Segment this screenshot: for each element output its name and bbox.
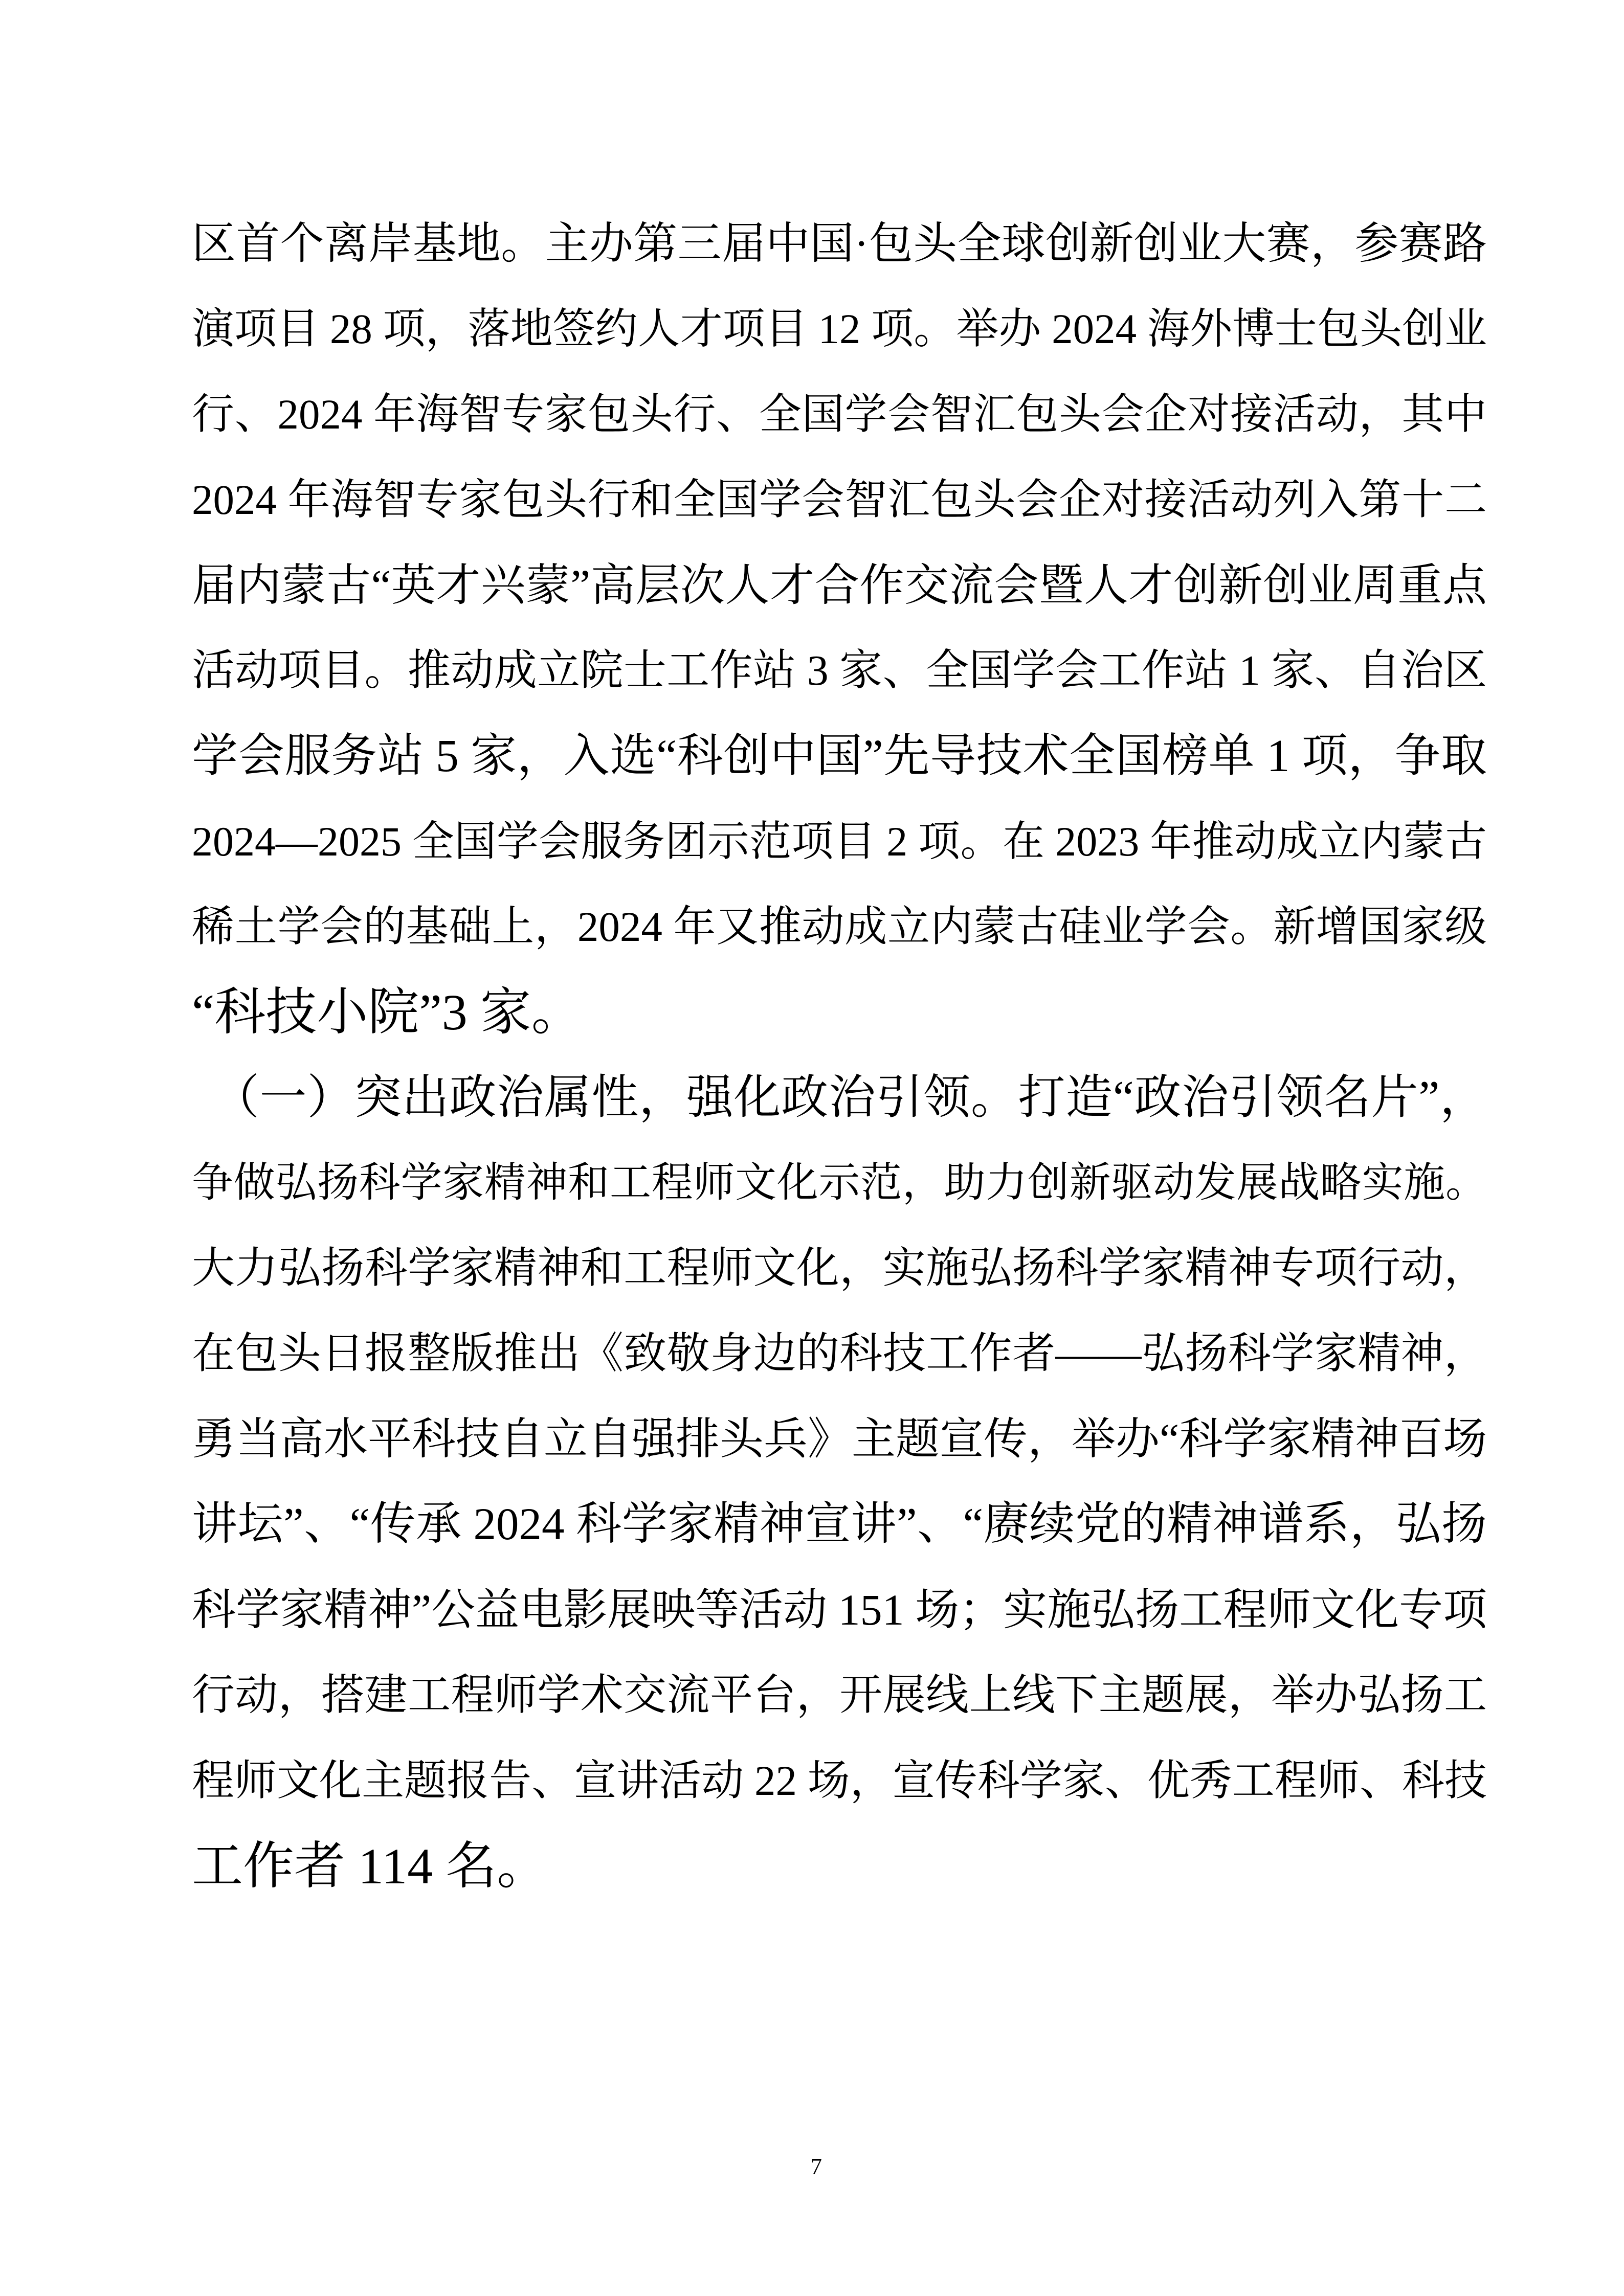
text-line: 稀土学会的基础上，2024 年又推动成立内蒙古硅业学会。新增国家级 xyxy=(192,903,1487,950)
paragraph-political-leadership xyxy=(192,1055,1487,1909)
text-line: 区首个离岸基地。主办第三届中国·包头全球创新创业大赛，参赛路 xyxy=(192,219,1487,268)
text-line: 2024 年海智专家包头行和全国学会智汇包头会企对接活动列入第十二 xyxy=(192,476,1487,523)
text-line: 在包头日报整版推出《致敬身边的科技工作者——弘扬科学家精神， xyxy=(192,1330,1487,1378)
text-line: 2024—2025 全国学会服务团示范项目 2 项。在 2023 年推动成立内蒙古 xyxy=(192,818,1487,865)
text-line: 演项目 28 项，落地签约人才项目 12 项。举办 2024 海外博士包头创业 xyxy=(192,305,1487,352)
text-line: 程师文化主题报告、宣讲活动 22 场，宣传科学家、优秀工程师、科技 xyxy=(192,1757,1487,1804)
page-number: 7 xyxy=(811,2154,822,2179)
text-line: 行、2024 年海智专家包头行、全国学会智汇包头会企对接活动，其中 xyxy=(192,391,1487,438)
text-line: 讲坛”、“传承 2024 科学家精神宣讲”、“赓续党的精神谱系，弘扬 xyxy=(192,1499,1487,1549)
section-heading-line: （一）突出政治属性，强化政治引领。打造“政治引领名片”， xyxy=(212,1071,1487,1123)
body-text xyxy=(192,201,1487,1909)
text-line: 大力弘扬科学家精神和工程师文化，实施弘扬科学家精神专项行动， xyxy=(192,1245,1487,1292)
text-line: 勇当高水平科技自立自强排头兵》主题宣传，举办“科学家精神百场 xyxy=(192,1414,1487,1464)
text-line: 学会服务站 5 家，入选“科创中国”先导技术全国榜单 1 项，争取 xyxy=(192,731,1487,781)
text-line: “科技小院”3 家。 xyxy=(192,984,583,1041)
text-line: 活动项目。推动成立院士工作站 3 家、全国学会工作站 1 家、自治区 xyxy=(192,647,1487,694)
text-line: 行动，搭建工程师学术交流平台，开展线上线下主题展，举办弘扬工 xyxy=(192,1672,1487,1719)
text-line: 届内蒙古“英才兴蒙”高层次人才合作交流会暨人才创新创业周重点 xyxy=(192,560,1487,610)
text-line: 工作者 114 名。 xyxy=(192,1838,548,1895)
text-line: 科学家精神”公益电影展映等活动 151 场；实施弘扬工程师文化专项 xyxy=(192,1585,1487,1634)
paragraph-offshore-base xyxy=(192,201,1487,1055)
text-line: 争做弘扬科学家精神和工程师文化示范，助力创新驱动发展战略实施。 xyxy=(192,1160,1487,1206)
